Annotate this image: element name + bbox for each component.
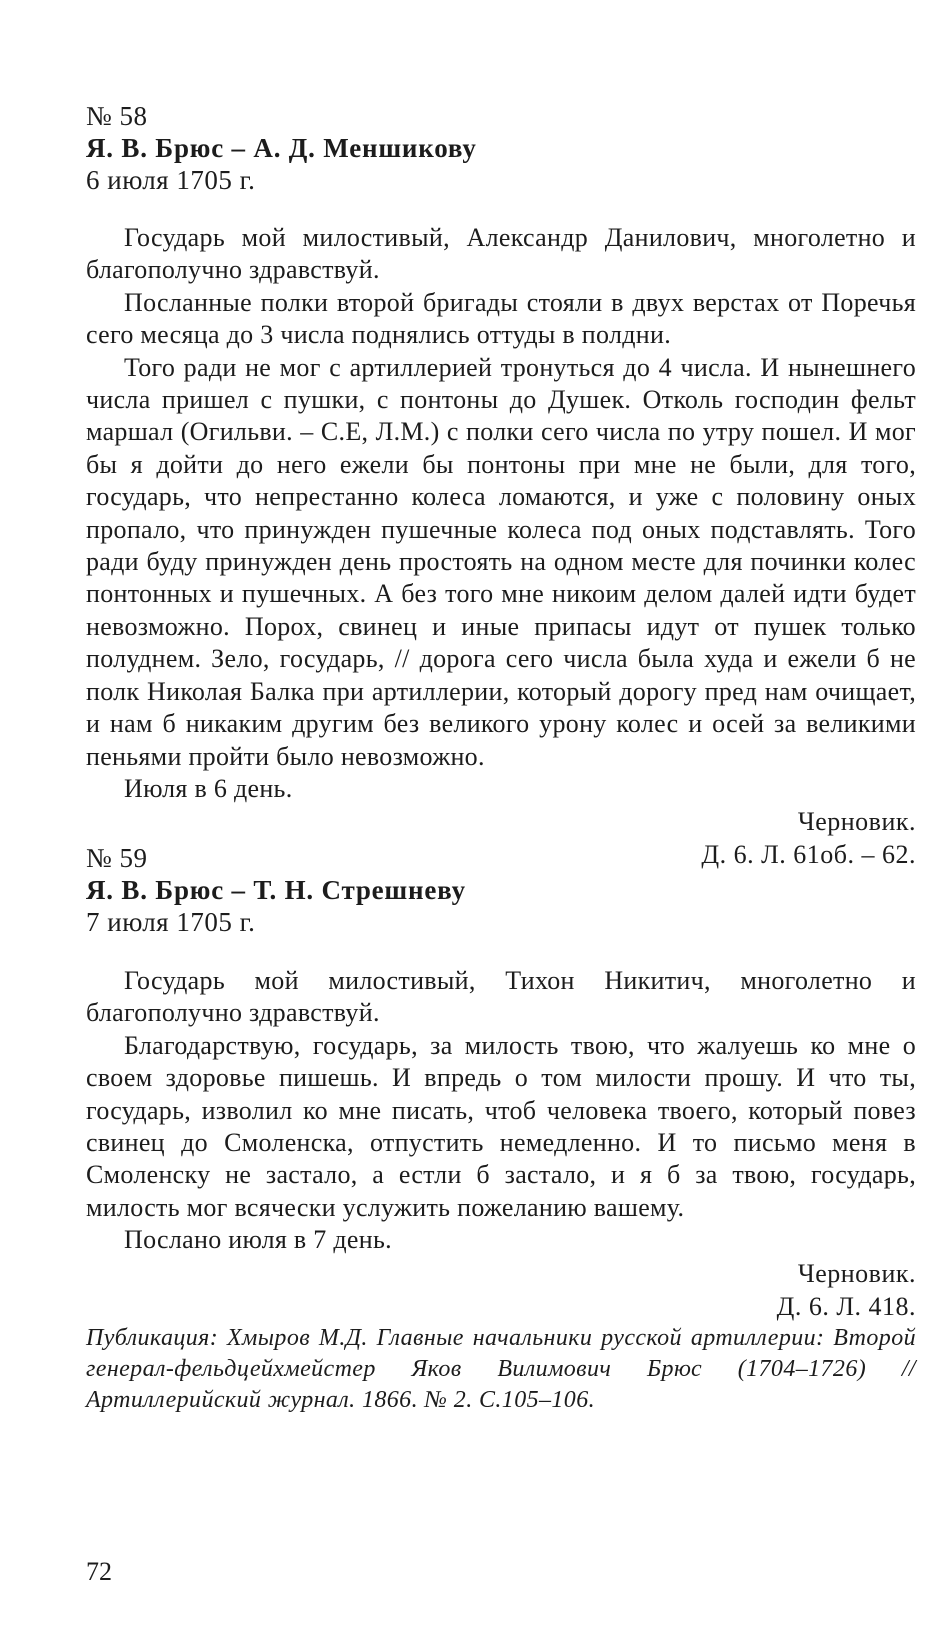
doc59-paragraph: Благодарствую, государь, за милость твою, что жалуешь ко мне о своем здоровье пишешь. И впредь о том милости прошу. И что ты, государь, изволил ко мне писать, чтоб человека твоего, который повез свинец до Смоленска, отпустить немедленно. И то письмо меня в Смоленску не застало, а естли б застало, и я б за твою, государь, милость мог всячески услужить пожеланию вашему. [86,1030,916,1222]
doc58-number: № 58 [86,101,148,131]
doc59-date: 7 июля 1705 г. [86,907,256,937]
doc58-paragraph: Посланные полки второй бригады стояли в двух верстах от Поречья сего месяца до 3 числа поднялись оттуды в полдни. [86,287,916,350]
doc59-body [86,965,916,1416]
doc58-note: Черновик. [797,807,916,837]
doc59-paragraph: Послано июля в 7 день. [124,1225,392,1255]
doc59-paragraph: Государь мой милостивый, Тихон Никитич, многолетно и благополучно здравствуй. [86,966,916,1028]
doc59-number: № 59 [86,843,148,873]
doc58-date: 6 июля 1705 г. [86,165,256,195]
doc59-heading: Я. В. Брюс – Т. Н. Стрешневу [86,875,466,905]
doc59-archive-ref: Д. 6. Л. 418. [776,1291,916,1321]
doc58-paragraph: Того ради не мог с артиллерией тронуться до 4 числа. И нынешнего числа пришел с пушки, с понтоны до Душек. Отколь господин фельт маршал (Огильви. – С.Е, Л.М.) с полки сего числа по утру пошел. И мог бы я дойти до него ежели бы понтоны при мне не были, для того, государь, что непрестанно колеса ломаются, и уже с половину оных пропало, что принужден пушечные колеса под оных подставлять. Того ради буду принужден день простоять на одном месте для починки колес понтонных и пушечных. А без того мне никоим делом далей идти будет невозможно. Порох, свинец и иные припасы идут от пушек только полуднем. Зело, государь, // дорога сего числа была худа и ежели б не полк Николая Балка при артиллерии, который дорогу пред нам очищает, и нам б никаким другим без великого урону колес и осей за великими пеньями пройти было невозможно. [86,352,916,771]
doc58-body [86,222,916,871]
doc58-header [86,100,916,196]
doc58-archive-ref: Д. 6. Л. 61об. – 62. [701,840,916,870]
doc58-paragraph: Июля в 6 день. [124,773,293,803]
doc58-heading: Я. В. Брюс – А. Д. Меншикову [86,133,477,163]
doc59-publication: Публикация: Хмыров М.Д. Главные начальники русской артиллерии: Второй генерал-фельдцейхмейстер Яков Вилимович Брюс (1704–1726) // Артиллерийский журнал. 1866. № 2. С.105–106. [86,1324,916,1413]
doc58-paragraph: Государь мой милостивый, Александр Данилович, многолетно и благополучно здравствуй. [86,223,916,285]
page-number: 72 [86,1557,112,1586]
doc59-note: Черновик. [797,1258,916,1288]
doc59-header [86,842,916,938]
